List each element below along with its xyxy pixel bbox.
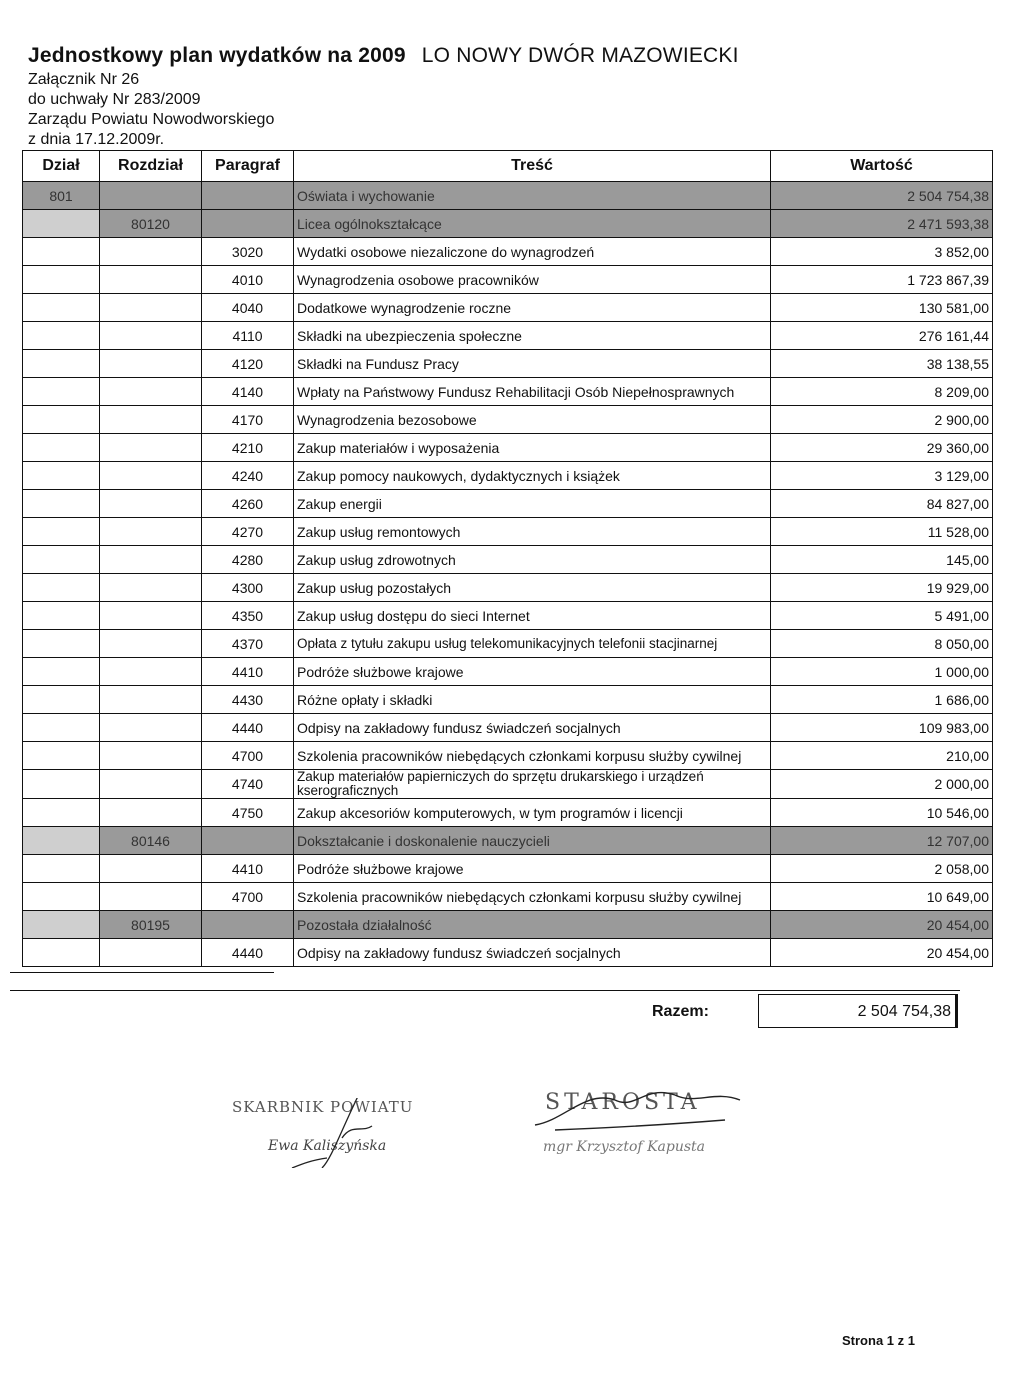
plan-title: Jednostkowy plan wydatków na 2009 — [28, 44, 406, 67]
col-header-rozdzial: Rozdział — [100, 151, 202, 182]
cell-tresc: Zakup usług remontowych — [294, 518, 771, 546]
cell-wartosc: 20 454,00 — [771, 911, 993, 939]
cell-tresc: Wynagrodzenia osobowe pracowników — [294, 266, 771, 294]
cell-wartosc: 1 686,00 — [771, 686, 993, 714]
table-row — [23, 350, 993, 378]
cell-wartosc: 19 929,00 — [771, 574, 993, 602]
cell-paragraf: 4370 — [202, 630, 294, 658]
cell-rozdzial — [100, 462, 202, 490]
cell-paragraf — [202, 182, 294, 210]
cell-tresc: Opłata z tytułu zakupu usług telekomunikacyjnych telefonii stacjinarnej — [294, 630, 771, 658]
cell-tresc: Odpisy na zakładowy fundusz świadczeń socjalnych — [294, 714, 771, 742]
cell-wartosc: 1 000,00 — [771, 658, 993, 686]
cell-wartosc: 12 707,00 — [771, 827, 993, 855]
table-row — [23, 714, 993, 742]
cell-paragraf — [202, 827, 294, 855]
cell-paragraf: 4260 — [202, 490, 294, 518]
cell-dzial — [23, 378, 100, 406]
cell-tresc: Zakup pomocy naukowych, dydaktycznych i książek — [294, 462, 771, 490]
table-row — [23, 546, 993, 574]
cell-dzial — [23, 939, 100, 967]
budget-table — [22, 150, 993, 967]
table-header-row — [23, 151, 993, 182]
cell-rozdzial — [100, 714, 202, 742]
cell-dzial — [23, 406, 100, 434]
cell-rozdzial — [100, 658, 202, 686]
cell-paragraf: 3020 — [202, 238, 294, 266]
cell-paragraf: 4410 — [202, 855, 294, 883]
table-body — [23, 182, 993, 967]
cell-dzial — [23, 686, 100, 714]
table-row — [23, 378, 993, 406]
table-row — [23, 294, 993, 322]
cell-wartosc: 11 528,00 — [771, 518, 993, 546]
cell-rozdzial — [100, 546, 202, 574]
table-row — [23, 406, 993, 434]
cell-rozdzial — [100, 266, 202, 294]
table-row — [23, 939, 993, 967]
cell-wartosc: 1 723 867,39 — [771, 266, 993, 294]
cell-tresc: Składki na Fundusz Pracy — [294, 350, 771, 378]
cell-dzial — [23, 434, 100, 462]
cell-dzial — [23, 855, 100, 883]
cell-tresc: Wynagrodzenia bezosobowe — [294, 406, 771, 434]
cell-tresc: Zakup materiałów i wyposażenia — [294, 434, 771, 462]
cell-wartosc: 276 161,44 — [771, 322, 993, 350]
cell-tresc: Wpłaty na Państwowy Fundusz Rehabilitacji Osób Niepełnosprawnych — [294, 378, 771, 406]
section-row-rozdzial — [23, 210, 993, 238]
cell-rozdzial — [100, 602, 202, 630]
cell-dzial — [23, 266, 100, 294]
cell-rozdzial — [100, 855, 202, 883]
page-number: Strona 1 z 1 — [842, 1333, 915, 1348]
cell-tresc: Licea ogólnokształcące — [294, 210, 771, 238]
cell-wartosc: 5 491,00 — [771, 602, 993, 630]
table-row — [23, 770, 993, 799]
cell-wartosc: 145,00 — [771, 546, 993, 574]
cell-paragraf: 4430 — [202, 686, 294, 714]
issuing-body: Zarządu Powiatu Nowodworskiego — [28, 111, 275, 128]
cell-dzial — [23, 770, 100, 799]
divider-line — [10, 990, 960, 991]
table-row — [23, 883, 993, 911]
cell-rozdzial — [100, 799, 202, 827]
cell-tresc: Zakup usług zdrowotnych — [294, 546, 771, 574]
cell-rozdzial — [100, 883, 202, 911]
cell-paragraf: 4010 — [202, 266, 294, 294]
table-row — [23, 322, 993, 350]
cell-rozdzial — [100, 294, 202, 322]
cell-paragraf: 4750 — [202, 799, 294, 827]
cell-rozdzial — [100, 182, 202, 210]
table-row — [23, 630, 993, 658]
section-row-rozdzial — [23, 827, 993, 855]
cell-tresc: Podróże służbowe krajowe — [294, 855, 771, 883]
cell-tresc: Podróże służbowe krajowe — [294, 658, 771, 686]
cell-dzial — [23, 294, 100, 322]
cell-wartosc: 84 827,00 — [771, 490, 993, 518]
cell-paragraf: 4700 — [202, 883, 294, 911]
table-row — [23, 266, 993, 294]
resolution-date: z dnia 17.12.2009r. — [28, 131, 165, 148]
cell-dzial — [23, 462, 100, 490]
col-header-wartosc: Wartość — [771, 151, 993, 182]
document-title — [28, 44, 739, 68]
cell-wartosc: 29 360,00 — [771, 434, 993, 462]
cell-tresc: Szkolenia pracowników niebędących członkami korpusu służby cywilnej — [294, 742, 771, 770]
starost-signature — [525, 1080, 765, 1170]
cell-tresc: Wydatki osobowe niezaliczone do wynagrodzeń — [294, 238, 771, 266]
cell-paragraf: 4040 — [202, 294, 294, 322]
table-row — [23, 686, 993, 714]
resolution-number: do uchwały Nr 283/2009 — [28, 91, 201, 108]
cell-dzial — [23, 630, 100, 658]
cell-paragraf: 4140 — [202, 378, 294, 406]
table-row — [23, 434, 993, 462]
cell-tresc: Składki na ubezpieczenia społeczne — [294, 322, 771, 350]
cell-wartosc: 2 058,00 — [771, 855, 993, 883]
table-row — [23, 602, 993, 630]
cell-tresc: Różne opłaty i składki — [294, 686, 771, 714]
cell-paragraf: 4170 — [202, 406, 294, 434]
cell-tresc: Oświata i wychowanie — [294, 182, 771, 210]
cell-paragraf: 4440 — [202, 939, 294, 967]
cell-dzial — [23, 546, 100, 574]
cell-rozdzial — [100, 770, 202, 799]
treasurer-stamp: SKARBNIK POWIATU — [232, 1098, 414, 1116]
cell-paragraf: 4300 — [202, 574, 294, 602]
cell-dzial — [23, 602, 100, 630]
signature-scribble — [232, 1098, 432, 1168]
cell-dzial — [23, 827, 100, 855]
section-row-rozdzial — [23, 911, 993, 939]
cell-paragraf: 4110 — [202, 322, 294, 350]
cell-dzial — [23, 714, 100, 742]
treasurer-name: Ewa Kaliszyńska — [268, 1138, 387, 1154]
treasurer-signature — [232, 1098, 432, 1168]
cell-rozdzial — [100, 322, 202, 350]
cell-dzial — [23, 210, 100, 238]
cell-wartosc: 2 000,00 — [771, 770, 993, 799]
cell-rozdzial: 80120 — [100, 210, 202, 238]
cell-paragraf: 4240 — [202, 462, 294, 490]
cell-dzial — [23, 742, 100, 770]
organization-name: LO NOWY DWÓR MAZOWIECKI — [421, 44, 739, 67]
cell-wartosc: 130 581,00 — [771, 294, 993, 322]
cell-dzial — [23, 799, 100, 827]
cell-paragraf: 4700 — [202, 742, 294, 770]
table-row — [23, 799, 993, 827]
divider-line — [10, 972, 274, 973]
starost-name: mgr Krzysztof Kapusta — [543, 1139, 706, 1155]
cell-wartosc: 2 900,00 — [771, 406, 993, 434]
cell-rozdzial — [100, 630, 202, 658]
cell-wartosc: 8 050,00 — [771, 630, 993, 658]
col-header-tresc: Treść — [294, 151, 771, 182]
col-header-paragraf: Paragraf — [202, 151, 294, 182]
cell-wartosc: 2 471 593,38 — [771, 210, 993, 238]
cell-paragraf: 4270 — [202, 518, 294, 546]
cell-tresc: Dodatkowe wynagrodzenie roczne — [294, 294, 771, 322]
cell-paragraf: 4280 — [202, 546, 294, 574]
cell-dzial: 801 — [23, 182, 100, 210]
cell-tresc: Pozostała działalność — [294, 911, 771, 939]
cell-paragraf — [202, 210, 294, 238]
cell-dzial — [23, 911, 100, 939]
cell-rozdzial — [100, 742, 202, 770]
cell-wartosc: 20 454,00 — [771, 939, 993, 967]
cell-tresc: Odpisy na zakładowy fundusz świadczeń socjalnych — [294, 939, 771, 967]
total-value: 2 504 754,38 — [758, 994, 958, 1028]
cell-tresc: Zakup akcesoriów komputerowych, w tym programów i licencji — [294, 799, 771, 827]
cell-dzial — [23, 658, 100, 686]
cell-paragraf: 4740 — [202, 770, 294, 799]
cell-dzial — [23, 574, 100, 602]
cell-rozdzial — [100, 378, 202, 406]
table-row — [23, 490, 993, 518]
total-label: Razem: — [652, 1003, 709, 1020]
col-header-dzial: Dział — [23, 151, 100, 182]
cell-rozdzial — [100, 350, 202, 378]
attachment-number: Załącznik Nr 26 — [28, 71, 140, 88]
cell-rozdzial — [100, 518, 202, 546]
cell-wartosc: 3 129,00 — [771, 462, 993, 490]
cell-rozdzial — [100, 686, 202, 714]
cell-tresc: Szkolenia pracowników niebędących członkami korpusu służby cywilnej — [294, 883, 771, 911]
table-row — [23, 574, 993, 602]
cell-wartosc: 210,00 — [771, 742, 993, 770]
cell-dzial — [23, 322, 100, 350]
cell-tresc: Zakup energii — [294, 490, 771, 518]
cell-wartosc: 2 504 754,38 — [771, 182, 993, 210]
cell-wartosc: 109 983,00 — [771, 714, 993, 742]
cell-paragraf: 4440 — [202, 714, 294, 742]
cell-wartosc: 38 138,55 — [771, 350, 993, 378]
cell-tresc: Zakup usług dostępu do sieci Internet — [294, 602, 771, 630]
cell-tresc: Zakup usług pozostałych — [294, 574, 771, 602]
cell-paragraf: 4120 — [202, 350, 294, 378]
cell-dzial — [23, 518, 100, 546]
cell-wartosc: 3 852,00 — [771, 238, 993, 266]
cell-rozdzial — [100, 574, 202, 602]
table-row — [23, 742, 993, 770]
cell-tresc: Zakup materiałów papierniczych do sprzętu drukarskiego i urządzeń kserograficznych — [294, 770, 771, 799]
table-row — [23, 238, 993, 266]
cell-tresc: Dokształcanie i doskonalenie nauczycieli — [294, 827, 771, 855]
cell-dzial — [23, 490, 100, 518]
starost-stamp: STAROSTA — [545, 1090, 701, 1115]
table-row — [23, 518, 993, 546]
cell-rozdzial — [100, 939, 202, 967]
table-row — [23, 658, 993, 686]
cell-paragraf: 4410 — [202, 658, 294, 686]
signature-scribble — [525, 1080, 765, 1170]
cell-wartosc: 10 649,00 — [771, 883, 993, 911]
cell-rozdzial: 80195 — [100, 911, 202, 939]
cell-rozdzial — [100, 238, 202, 266]
cell-rozdzial — [100, 434, 202, 462]
table-row — [23, 855, 993, 883]
cell-wartosc: 8 209,00 — [771, 378, 993, 406]
cell-dzial — [23, 238, 100, 266]
cell-rozdzial — [100, 406, 202, 434]
cell-paragraf — [202, 911, 294, 939]
cell-rozdzial — [100, 490, 202, 518]
section-row-dzial — [23, 182, 993, 210]
table-row — [23, 462, 993, 490]
cell-paragraf: 4350 — [202, 602, 294, 630]
cell-dzial — [23, 350, 100, 378]
cell-wartosc: 10 546,00 — [771, 799, 993, 827]
cell-rozdzial: 80146 — [100, 827, 202, 855]
cell-dzial — [23, 883, 100, 911]
cell-paragraf: 4210 — [202, 434, 294, 462]
